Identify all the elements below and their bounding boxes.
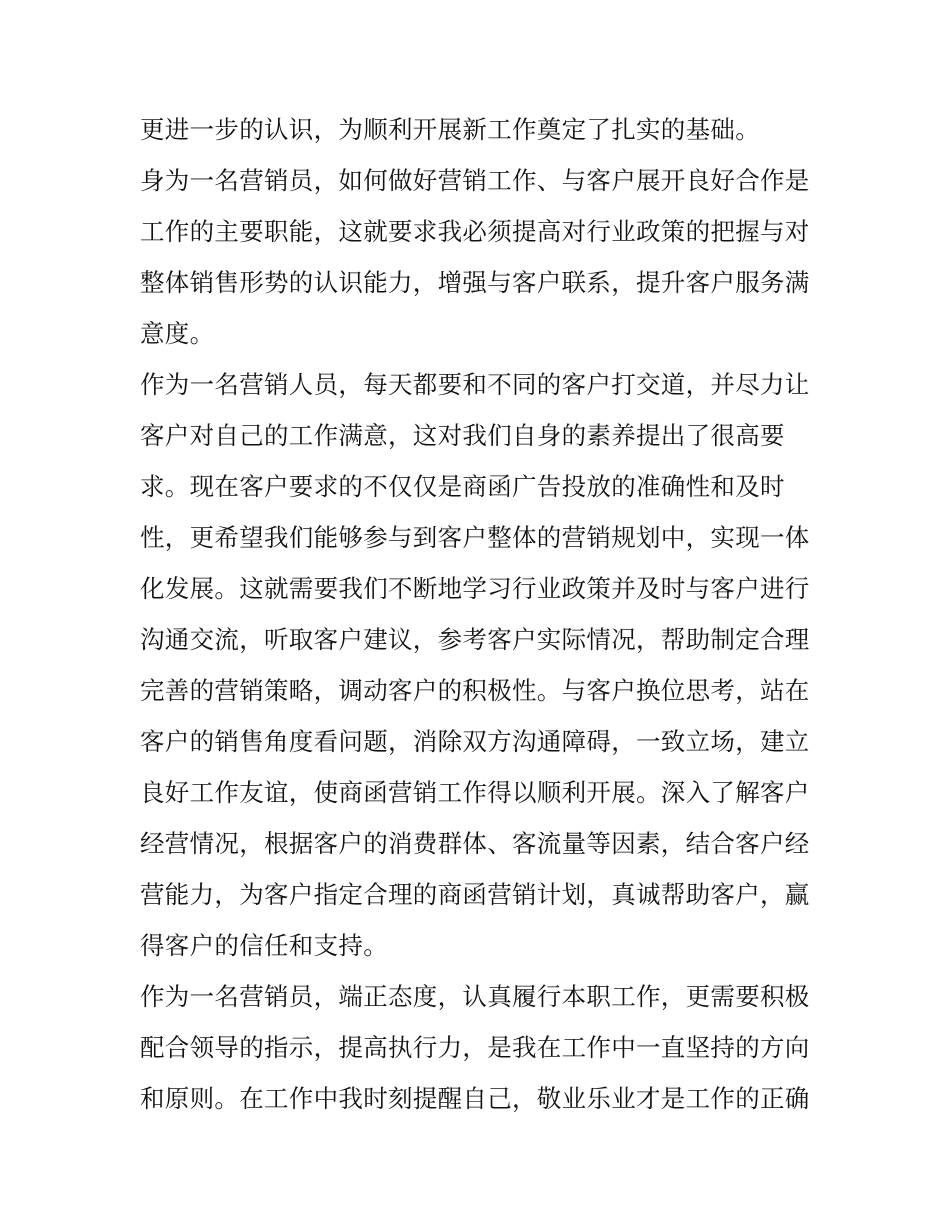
text-line: 化发展。这就需要我们不断地学习行业政策并及时与客户进行 (140, 574, 810, 603)
text-line: 和原则。在工作中我时刻提醒自己，敬业乐业才是工作的正确 (140, 1084, 810, 1113)
text-line: 客户的销售角度看问题，消除双方沟通障碍，一致立场，建立 (140, 727, 810, 756)
text-line: 客户对自己的工作满意，这对我们自身的素养提出了很高要 (140, 421, 785, 450)
text-line: 配合领导的指示，提高执行力，是我在工作中一直坚持的方向 (140, 1033, 810, 1062)
text-line: 性，更希望我们能够参与到客户整体的营销规划中，实现一体 (140, 523, 810, 552)
text-line: 经营情况，根据客户的消费群体、客流量等因素，结合客户经 (140, 829, 810, 858)
body-text (140, 104, 815, 1124)
text-line: 作为一名营销人员，每天都要和不同的客户打交道，并尽力让 (140, 370, 810, 399)
text-line: 完善的营销策略，调动客户的积极性。与客户换位思考，站在 (140, 676, 810, 705)
text-line: 整体销售形势的认识能力，增强与客户联系，提升客户服务满 (140, 268, 810, 297)
text-line: 良好工作友谊，使商函营销工作得以顺利开展。深入了解客户 (140, 778, 810, 807)
text-line: 得客户的信任和支持。 (140, 931, 388, 960)
text-line: 沟通交流，听取客户建议，参考客户实际情况，帮助制定合理 (140, 625, 810, 654)
text-line: 意度。 (140, 319, 215, 348)
text-line: 营能力，为客户指定合理的商函营销计划，真诚帮助客户，赢 (140, 880, 810, 909)
text-line: 身为一名营销员，如何做好营销工作、与客户展开良好合作是 (140, 166, 810, 195)
text-line: 作为一名营销员，端正态度，认真履行本职工作，更需要积极 (140, 982, 810, 1011)
text-line: 更进一步的认识，为顺利开展新工作奠定了扎实的基础。 (140, 115, 760, 144)
text-line: 工作的主要职能，这就要求我必须提高对行业政策的把握与对 (140, 217, 810, 246)
text-line: 求。现在客户要求的不仅仅是商函广告投放的准确性和及时 (140, 472, 785, 501)
